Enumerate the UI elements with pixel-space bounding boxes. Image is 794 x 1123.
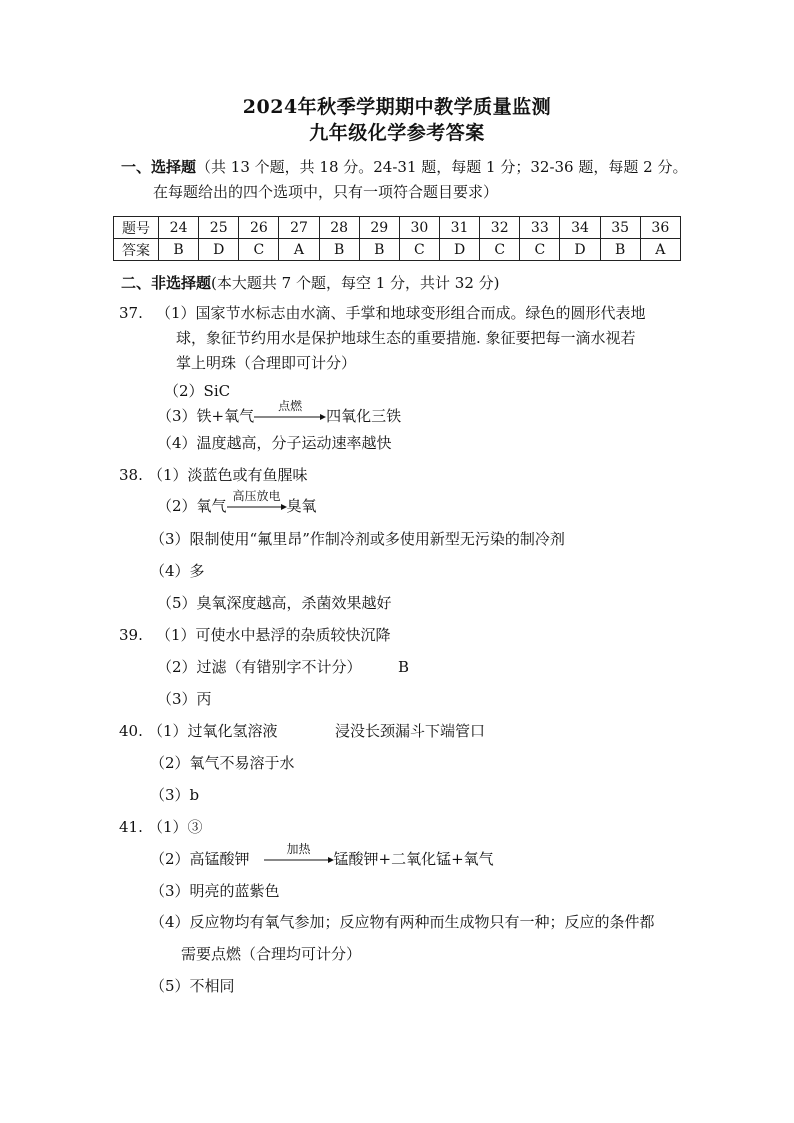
table-header-cell: 题号 — [114, 217, 159, 239]
q37-answer-3-products: 四氧化三铁 — [326, 407, 402, 425]
reaction-condition: 加热 — [286, 842, 311, 856]
table-cell: 31 — [439, 217, 479, 239]
table-cell: D — [199, 239, 239, 261]
table-cell: C — [399, 239, 439, 261]
section2-heading: 二、非选择题 — [121, 274, 212, 292]
q38-answer-1: （1）淡蓝色或有鱼腥味 — [148, 466, 308, 484]
section2-desc: (本大题共 7 个题，每空 1 分，共计 32 分) — [211, 274, 500, 292]
q38-answer-2 — [157, 489, 317, 515]
table-cell: 33 — [520, 217, 560, 239]
table-cell: 29 — [359, 217, 399, 239]
page-subtitle: 九年级化学参考答案 — [309, 122, 485, 144]
q41-answer-5: （5）不相同 — [150, 977, 235, 995]
q38-answer-4: （4）多 — [150, 562, 205, 580]
reaction-arrow — [264, 842, 334, 865]
q39-number: 39. — [119, 626, 143, 644]
q41-answer-2-products: 锰酸钾+二氧化锰+氧气 — [333, 850, 494, 868]
q41-answer-2 — [150, 842, 494, 868]
table-cell: 24 — [159, 217, 199, 239]
table-cell: B — [159, 239, 199, 261]
table-cell: 28 — [319, 217, 359, 239]
q41-answer-2-reactants: （2）高锰酸钾 — [150, 850, 250, 868]
table-cell: B — [319, 239, 359, 261]
q37-answer-3 — [157, 399, 402, 425]
q37-answer-3-reactants: （3）铁+氧气 — [157, 407, 255, 425]
table-row-numbers — [114, 217, 681, 239]
q41-answer-4-line1: （4）反应物均有氧气参加；反应物有两种而生成物只有一种；反应的条件都 — [150, 913, 655, 931]
q41-number: 41. — [119, 818, 143, 836]
q39-answer-2b: B — [398, 658, 410, 676]
page-title: 2024年秋季学期期中教学质量监测 — [242, 96, 552, 118]
table-cell: 32 — [480, 217, 520, 239]
q41-answer-3: （3）明亮的蓝紫色 — [150, 882, 280, 900]
section2-header — [121, 274, 500, 292]
q39-answer-3: （3）丙 — [157, 690, 212, 708]
section1-desc-line2: 在每题给出的四个选项中，只有一项符合题目要求） — [153, 183, 499, 201]
table-cell: A — [640, 239, 680, 261]
section1-header — [121, 158, 687, 176]
q40-answer-2: （2）氧气不易溶于水 — [150, 754, 295, 772]
table-cell: D — [439, 239, 479, 261]
q39-answer-1: （1）可使水中悬浮的杂质较快沉降 — [156, 626, 391, 644]
table-cell: 26 — [239, 217, 279, 239]
q38-answer-3: （3）限制使用“氟里昂”作制冷剂或多使用新型无污染的制冷剂 — [150, 530, 565, 548]
answer-table — [113, 216, 681, 261]
table-cell: 27 — [279, 217, 319, 239]
table-cell: C — [480, 239, 520, 261]
q37-answer-1-line2: 球，象征节约用水是保护地球生态的重要措施. 象征要把每一滴水视若 — [176, 329, 636, 347]
reaction-condition: 高压放电 — [232, 489, 281, 503]
q41-answer-1: （1）③ — [148, 818, 203, 836]
q41-answer-4-line2: 需要点燃（合理均可计分） — [181, 945, 362, 963]
q38-answer-2-reactants: （2）氧气 — [157, 497, 227, 515]
reaction-arrow — [254, 399, 326, 422]
q38-number: 38. — [119, 466, 143, 484]
table-cell: D — [560, 239, 600, 261]
q40-answer-1b: 浸没长颈漏斗下端管口 — [335, 722, 486, 740]
arrow-icon — [254, 412, 326, 422]
table-cell: C — [520, 239, 560, 261]
q37-answer-1-line1: （1）国家节水标志由水滴、手掌和地球变形组合而成。绿色的圆形代表地 — [156, 304, 646, 322]
table-header-cell: 答案 — [114, 239, 159, 261]
arrow-icon — [227, 502, 287, 512]
section1-heading: 一、选择题 — [121, 158, 197, 176]
q38-answer-2-products: 臭氧 — [286, 497, 317, 515]
table-cell: 35 — [600, 217, 640, 239]
q39-answer-2: （2）过滤（有错别字不计分） — [157, 658, 362, 676]
table-cell: 25 — [199, 217, 239, 239]
q40-number: 40. — [119, 722, 143, 740]
arrow-icon — [264, 855, 334, 865]
q37-number: 37. — [119, 304, 143, 322]
reaction-condition: 点燃 — [278, 399, 303, 413]
q37-answer-1-line3: 掌上明珠（合理即可计分） — [176, 354, 357, 372]
reaction-arrow — [227, 489, 287, 512]
table-cell: 36 — [640, 217, 680, 239]
table-cell: 34 — [560, 217, 600, 239]
q37-answer-4: （4）温度越高，分子运动速率越快 — [157, 434, 392, 452]
q40-answer-3: （3）b — [150, 786, 200, 804]
q37-answer-2: （2）SiC — [164, 382, 231, 400]
table-row-answers — [114, 239, 681, 261]
table-cell: A — [279, 239, 319, 261]
table-cell: B — [600, 239, 640, 261]
section1-desc: （共 13 个题，共 18 分。24-31 题，每题 1 分；32-36 题，每题 2 分。 — [196, 158, 688, 176]
q40-answer-1: （1）过氧化氢溶液 — [148, 722, 278, 740]
table-cell: B — [359, 239, 399, 261]
table-cell: 30 — [399, 217, 439, 239]
table-cell: C — [239, 239, 279, 261]
q38-answer-5: （5）臭氧深度越高，杀菌效果越好 — [157, 594, 392, 612]
